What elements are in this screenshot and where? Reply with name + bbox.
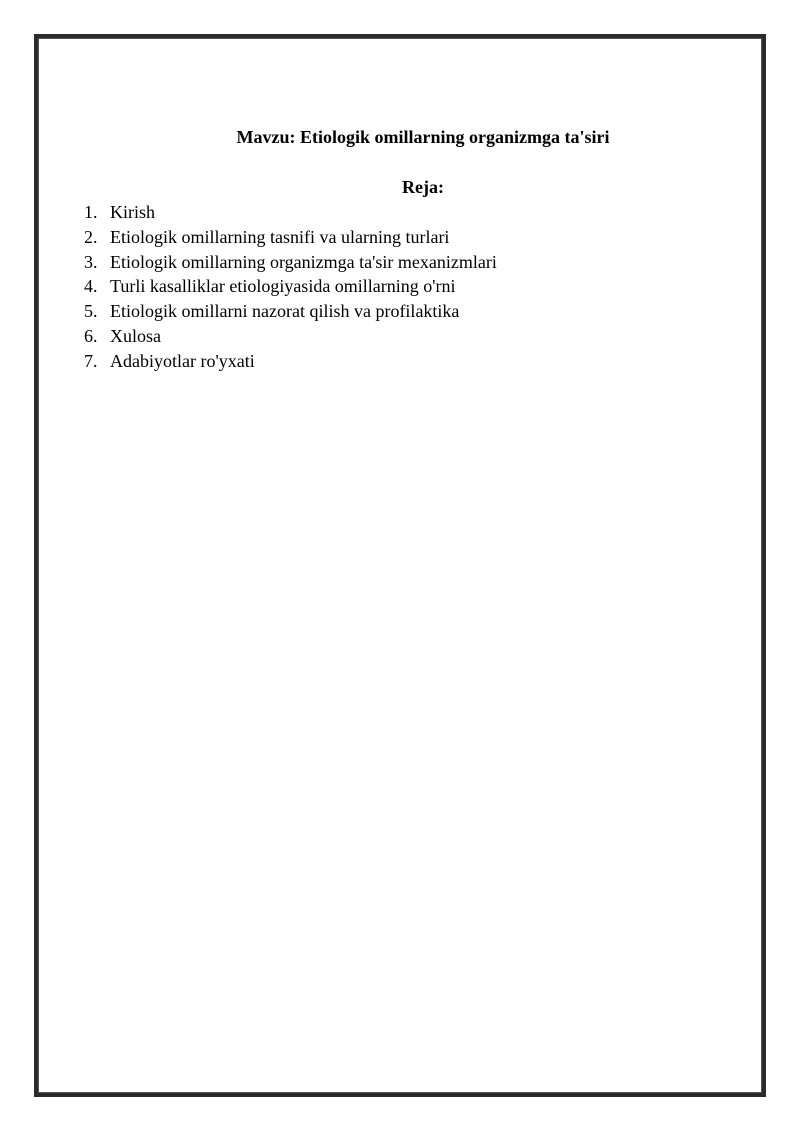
plan-item-text: Kirish: [110, 202, 155, 222]
plan-item: [84, 350, 497, 375]
plan-item-number: 6.: [84, 325, 98, 346]
plan-item: [84, 275, 497, 300]
plan-item-number: 3.: [84, 251, 98, 272]
plan-item-number: 7.: [84, 350, 98, 371]
plan-heading: Reja:: [402, 177, 444, 197]
plan-item-text: Etiologik omillarning tasnifi va ularning turlari: [110, 226, 450, 247]
plan-item-text: Etiologik omillarni nazorat qilish va profilaktika: [110, 301, 460, 322]
plan-item-number: 4.: [84, 276, 98, 297]
plan-list: [84, 201, 497, 375]
plan-item-number: 5.: [84, 301, 98, 322]
plan-item-text: Xulosa: [110, 325, 161, 346]
plan-item-text: Turli kasalliklar etiologiyasida omillarning o'rni: [110, 276, 456, 297]
document-title: Mavzu: Etiologik omillarning organizmga ta'siri: [236, 127, 610, 147]
plan-item-text: Adabiyotlar ro'yxati: [110, 350, 255, 371]
plan-item: [84, 325, 497, 350]
plan-item: [84, 300, 497, 325]
plan-item-text: Etiologik omillarning organizmga ta'sir mexanizmlari: [110, 251, 497, 272]
plan-item-number: 1.: [84, 202, 98, 222]
plan-item: [84, 201, 497, 226]
plan-item: [84, 251, 497, 276]
plan-item-number: 2.: [84, 226, 98, 247]
plan-item: [84, 226, 497, 251]
